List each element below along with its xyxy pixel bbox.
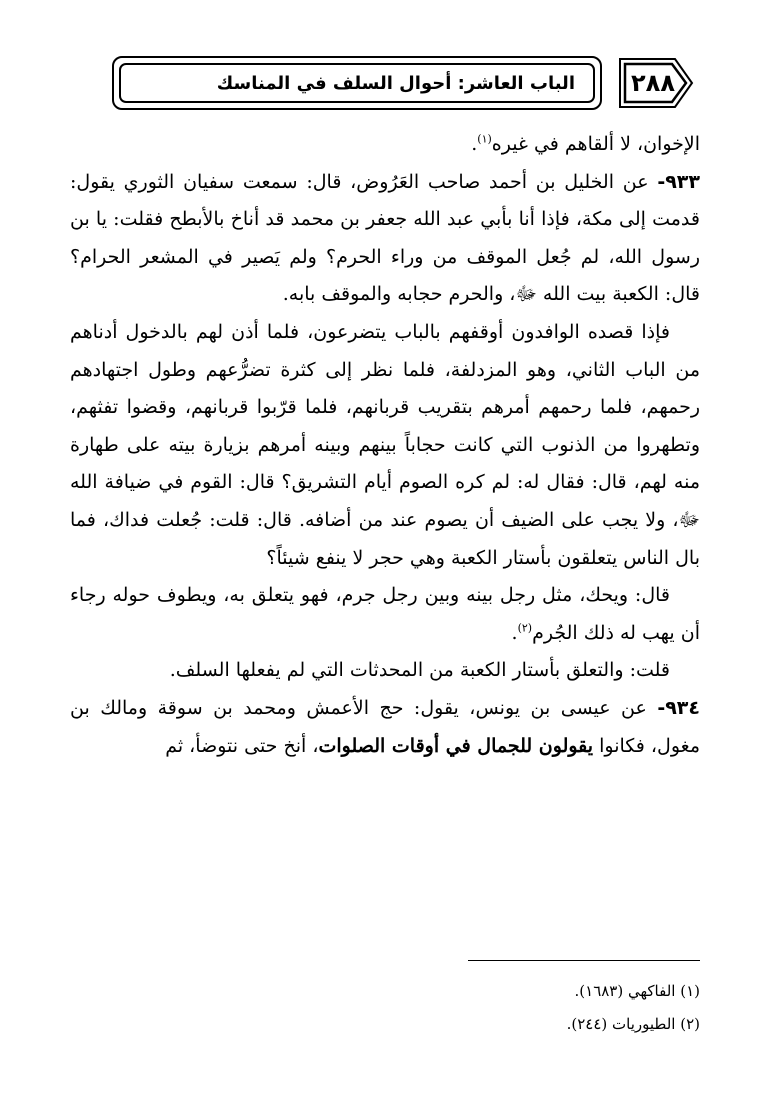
chapter-title: الباب العاشر: أحوال السلف في المناسك <box>216 72 575 94</box>
item-number: ٩٣٤- <box>657 696 700 719</box>
footnote-ref-2: (٢) <box>517 621 533 635</box>
item-934 <box>70 690 700 765</box>
paragraph: فإذا قصده الوافدون أوقفهم بالباب يتضرعون، فلما أذن لهم بالدخول أدناهم من الباب الثاني، وهو المزدلفة، فلما نظر إلى كثرة تضرُّعهم وطول اجتهادهم رحمهم، فلما رحمهم أمرهم بتقريب قربانهم، فلما قرّبوا قربانهم، وقضوا تفثهم، وتطهروا من الذنوب التي كانت حجاباً بينهم وبينه أمرهم بزيارة بيته على طهارة منه لهم، قال: فقال له: لم كره الصوم أيام التشريق؟ قال: القوم في ضيافة الله ﷻ، ولا يجب على الضيف أن يصوم عند من أضافه. قال: قلت: جُعلت فداك، فما بال الناس يتعلقون بأستار الكعبة وهي حجر لا ينفع شيئاً؟ <box>70 320 700 569</box>
paragraph-text: قال: ويحك، مثل رجل بينه وبين رجل جرم، فهو يتعلق به، ويطوف حوله رجاء أن يهب له ذلك الجُرم <box>70 584 700 644</box>
paragraph-continuation <box>70 126 700 164</box>
paragraph <box>70 577 700 652</box>
page-header <box>112 56 712 114</box>
item-933 <box>70 164 700 314</box>
paragraph-text: الإخوان، لا ألقاهم في غيره <box>491 133 700 155</box>
item-text-bold: يقولون للجمال في أوقات الصلوات <box>318 734 594 757</box>
paragraph-end: . <box>471 133 478 155</box>
page-number: ٢٨٨ <box>631 69 675 97</box>
footnote-separator <box>468 960 700 961</box>
main-text <box>70 126 700 765</box>
header-title-frame <box>112 56 602 110</box>
item-text: ، أنخ حتى نتوضأ، ثم <box>165 734 319 757</box>
footnote-ref-1: (١) <box>477 132 492 146</box>
item-text: عن عيسى بن يونس، يقول: حج الأعمش ومحمد بن سوقة ومالك بن مغول، فكانوا <box>70 696 700 757</box>
footnote-2: (٢) الطيوريات (٢٤٤). <box>566 1015 700 1033</box>
item-number: ٩٣٣- <box>657 170 700 193</box>
author-comment: قلت: والتعلق بأستار الكعبة من المحدثات التي لم يفعلها السلف. <box>169 659 670 682</box>
item-text: عن الخليل بن أحمد صاحب العَرُوض، قال: سمعت سفيان الثوري يقول: قدمت إلى مكة، فإذا أنا بأبي عبد الله جعفر بن محمد قد أناخ بالأبطح فقلت: يا بن رسول الله، لم جُعل الموقف من وراء الحرم؟ ولم يَصير في المشعر الحرام؟ قال: الكعبة بيت الله ﷻ، والحرم حجابه والموقف بابه. <box>70 170 700 306</box>
footnote-1: (١) الفاكهي (١٦٨٣). <box>574 982 700 1000</box>
paragraph-end: . <box>511 621 518 644</box>
footnotes <box>300 975 700 1041</box>
page-number-badge <box>617 56 695 110</box>
